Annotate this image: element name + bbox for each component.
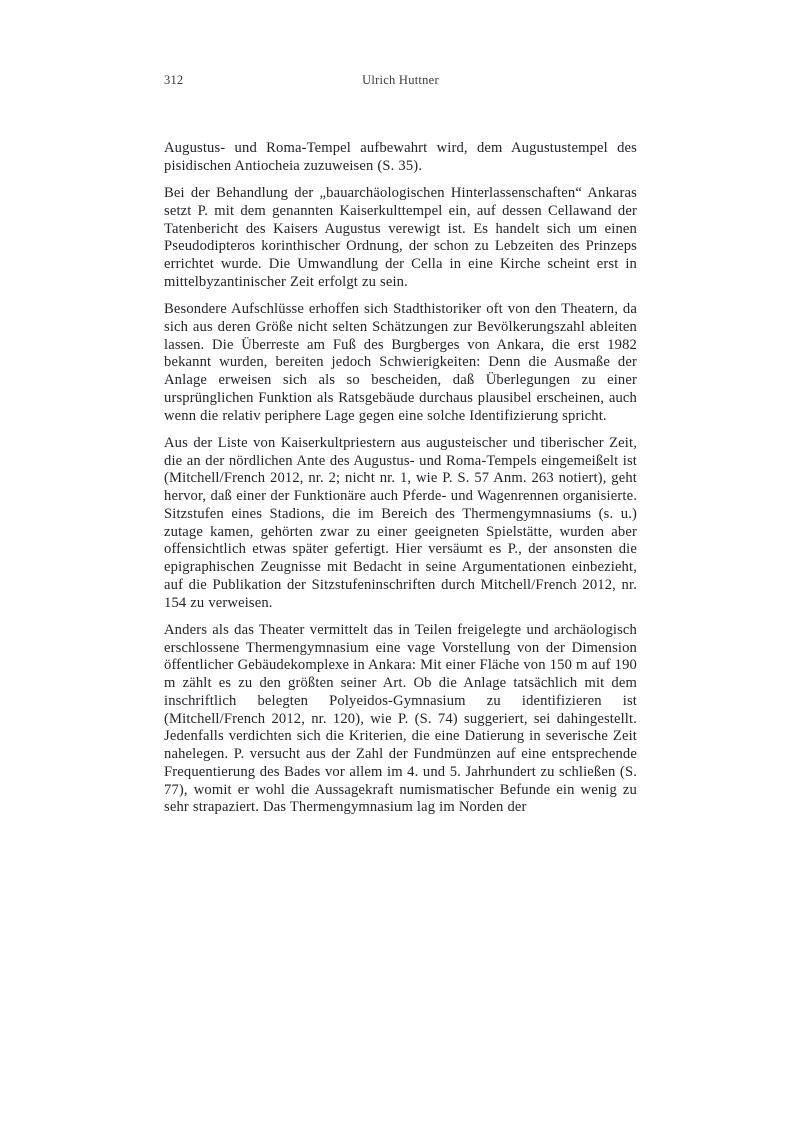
paragraph: Bei der Behandlung der „bauarchäologischen Hinterlassenschaften“ Ankaras setzt P. mit dem genannten Kaiserkulttempel ein, auf dessen Cellawand der Tatenbericht des Kaisers Augustus verewigt ist. Es handelt sich um einen Pseudodipteros korinthischer Ordnung, der schon zu Lebzeiten des Prinzeps errichtet wurde. Die Umwandlung der Cella in eine Kirche scheint erst in mittelbyzantinischer Zeit erfolgt zu sein.	[164, 185, 637, 290]
paragraph: Augustus- und Roma-Tempel aufbewahrt wird, dem Augustustempel des pisidischen Antiocheia zuzuweisen (S. 35).	[164, 140, 637, 174]
page-number: 312	[164, 73, 184, 87]
running-head	[164, 72, 637, 88]
body-text-column	[164, 140, 637, 817]
running-head-title: Ulrich Huttner	[362, 73, 439, 87]
paragraph: Aus der Liste von Kaiserkultpriestern aus augusteischer und tiberischer Zeit, die an der nördlichen Ante des Augustus- und Roma-Tempels eingemeißelt ist (Mitchell/French 2012, nr. 2; nicht nr. 1, wie P. S. 57 Anm. 263 notiert), geht hervor, daß einer der Funktionäre auch Pferde- und Wagenrennen organisierte. Sitzstufen eines Stadions, die im Bereich des Thermengymnasiums (s. u.) zutage kamen, gehörten zwar zu einer geeigneten Spielstätte, wurden aber offensichtlich etwas später gefertigt. Hier versäumt es P., der ansonsten die epigraphischen Zeugnisse mit Bedacht in seine Argumentationen einbezieht, auf die Publikation der Sitzstufeninschriften durch Mitchell/French 2012, nr. 154 zu verweisen.	[164, 434, 637, 611]
paragraph: Besondere Aufschlüsse erhoffen sich Stadthistoriker oft von den Theatern, da sich aus deren Größe nicht selten Schätzungen zur Bevölkerungszahl ableiten lassen. Die Überreste am Fuß des Burgberges von Ankara, die erst 1982 bekannt wurden, bereiten jedoch Schwierigkeiten: Denn die Ausmaße der Anlage erweisen sich als so bescheiden, daß Überlegungen zu einer ursprünglichen Funktion als Ratsgebäude durchaus plausibel erscheinen, auch wenn die relativ periphere Lage gegen eine solche Identifizierung spricht.	[164, 301, 637, 424]
paragraph: Anders als das Theater vermittelt das in Teilen freigelegte und archäologisch erschlossene Thermengymnasium eine vage Vorstellung von der Dimension öffentlicher Gebäudekomplexe in Ankara: Mit einer Fläche von 150 m auf 190 m zählt es zu den größten seiner Art. Ob die Anlage tatsächlich mit dem inschriftlich belegten Polyeidos-Gymnasium zu identifizieren ist (Mitchell/French 2012, nr. 120), wie P. (S. 74) suggeriert, sei dahingestellt. Jedenfalls verdichten sich die Kriterien, die eine Datierung in severische Zeit nahelegen. P. versucht aus der Zahl der Fundmünzen auf eine entsprechende Frequentierung des Bades vor allem im 4. und 5. Jahrhundert zu schließen (S. 77), womit er wohl die Aussagekraft numismatischer Befunde ein wenig zu sehr strapaziert. Das Thermengymnasium lag im Norden der	[164, 621, 637, 816]
